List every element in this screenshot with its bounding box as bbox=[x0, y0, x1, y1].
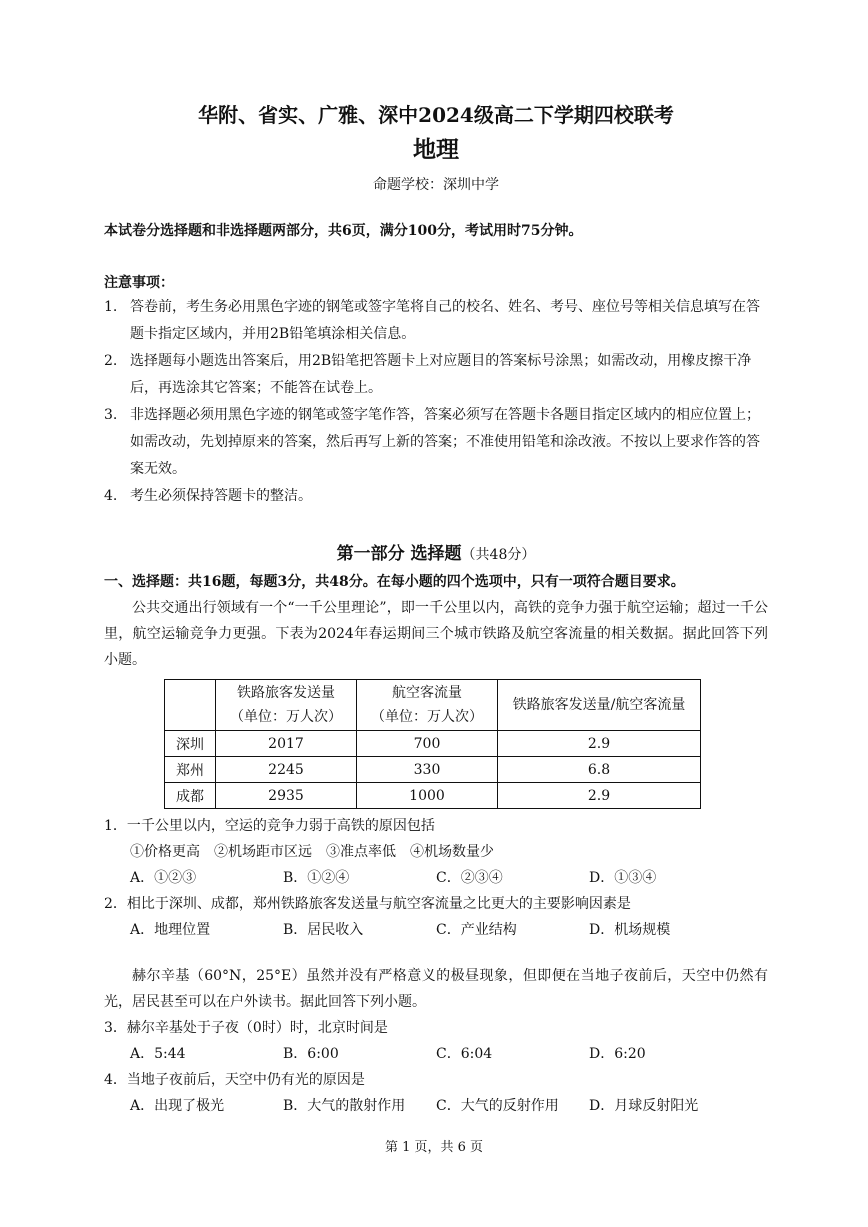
option-c: C．②③④ bbox=[436, 870, 503, 886]
option-d: D．6:20 bbox=[589, 1046, 646, 1062]
option-c: C．大气的反射作用 bbox=[436, 1098, 559, 1114]
question-3-options bbox=[104, 1041, 768, 1067]
part-score: （共48分） bbox=[461, 547, 536, 563]
option-b: B．①②④ bbox=[283, 870, 350, 886]
air-cell: 330 bbox=[357, 757, 498, 783]
note-text: 选择题每小题选出答案后，用2B铅笔把答题卡上对应题目的答案标号涂黑；如需改动，用橡皮擦干净后，再选涂其它答案；不能答在试卷上。 bbox=[130, 353, 752, 396]
table-row bbox=[165, 731, 701, 757]
option-a: A．①②③ bbox=[130, 870, 197, 886]
question-1-stem: 1．一千公里以内，空运的竞争力弱于高铁的原因包括 bbox=[104, 818, 435, 834]
air-cell: 1000 bbox=[357, 783, 498, 809]
table-header-cell: 铁路旅客发送量/航空客流量 bbox=[498, 680, 701, 731]
exam-title: 华附、省实、广雅、深中2024级高二下学期四校联考 bbox=[198, 103, 674, 127]
option-b: B．居民收入 bbox=[283, 922, 364, 938]
question-3-stem: 3．赫尔辛基处于子夜（0时）时，北京时间是 bbox=[104, 1020, 388, 1036]
header-line: 铁路旅客发送量 bbox=[237, 685, 335, 701]
note-item bbox=[104, 483, 768, 510]
notes-title: 注意事项： bbox=[104, 275, 174, 291]
question-1-items: ①价格更高 ②机场距市区远 ③准点率低 ④机场数量少 bbox=[130, 844, 494, 860]
exam-school: 命题学校：深圳中学 bbox=[373, 177, 499, 193]
data-table bbox=[164, 679, 701, 809]
option-b: B．大气的散射作用 bbox=[283, 1098, 406, 1114]
header-line: （单位：万人次） bbox=[230, 709, 342, 725]
note-item bbox=[104, 294, 768, 348]
option-b: B．6:00 bbox=[283, 1046, 339, 1062]
table-row bbox=[165, 757, 701, 783]
part-title: 第一部分 选择题 bbox=[336, 544, 462, 564]
city-cell: 郑州 bbox=[165, 757, 216, 783]
table-header-row bbox=[165, 680, 701, 731]
option-c: C．6:04 bbox=[436, 1046, 493, 1062]
option-a: A．出现了极光 bbox=[130, 1098, 225, 1114]
exam-intro: 本试卷分选择题和非选择题两部分，共6页，满分100分，考试用时75分钟。 bbox=[104, 223, 583, 239]
header-line: （单位：万人次） bbox=[371, 709, 483, 725]
table-header-cell bbox=[216, 680, 357, 731]
note-text: 非选择题必须用黑色字迹的钢笔或签字笔作答，答案必须写在答题卡各题目指定区域内的相应位置上；如需改动，先划掉原来的答案，然后再写上新的答案；不准使用铅笔和涂改液。不按以上要求作答的答案无效。 bbox=[130, 407, 760, 477]
header-line: 航空客流量 bbox=[392, 685, 462, 701]
table-header-cell bbox=[357, 680, 498, 731]
question-4-stem: 4．当地子夜前后，天空中仍有光的原因是 bbox=[104, 1072, 365, 1088]
note-number: 4. bbox=[104, 488, 118, 504]
rail-cell: 2017 bbox=[216, 731, 357, 757]
part-heading bbox=[104, 540, 768, 569]
section-heading: 一、选择题：共16题，每题3分，共48分。在每小题的四个选项中，只有一项符合题目要求。 bbox=[104, 574, 685, 590]
note-text: 答卷前，考生务必用黑色字迹的钢笔或签字笔将自己的校名、姓名、考号、座位号等相关信息填写在答题卡指定区域内，并用2B铅笔填涂相关信息。 bbox=[130, 299, 760, 342]
note-number: 1. bbox=[104, 299, 118, 315]
note-item bbox=[104, 348, 768, 402]
air-cell: 700 bbox=[357, 731, 498, 757]
passage-2: 赫尔辛基（60°N，25°E）虽然并没有严格意义的极昼现象，但即便在当地子夜前后，天空中仍然有光，居民甚至可以在户外读书。据此回答下列小题。 bbox=[104, 968, 768, 1010]
note-item bbox=[104, 402, 768, 483]
passage-1: 公共交通出行领域有一个“一千公里理论”，即一千公里以内，高铁的竞争力强于航空运输；超过一千公里，航空运输竞争力更强。下表为2024年春运期间三个城市铁路及航空客流量的相关数据。据此回答下列小题。 bbox=[104, 600, 768, 668]
note-number: 2. bbox=[104, 353, 118, 369]
rail-cell: 2245 bbox=[216, 757, 357, 783]
question-4-options bbox=[104, 1093, 768, 1119]
question-1-options bbox=[104, 865, 768, 891]
option-a: A．5:44 bbox=[130, 1046, 186, 1062]
option-d: D．月球反射阳光 bbox=[589, 1098, 699, 1114]
note-text: 考生必须保持答题卡的整洁。 bbox=[130, 488, 312, 504]
city-cell: 深圳 bbox=[165, 731, 216, 757]
table-row bbox=[165, 783, 701, 809]
option-a: A．地理位置 bbox=[130, 922, 211, 938]
city-cell: 成都 bbox=[165, 783, 216, 809]
note-number: 3. bbox=[104, 407, 118, 423]
option-c: C．产业结构 bbox=[436, 922, 517, 938]
question-2-options bbox=[104, 917, 768, 943]
spacer bbox=[104, 943, 768, 963]
ratio-cell: 2.9 bbox=[498, 783, 701, 809]
exam-subject: 地理 bbox=[413, 136, 459, 163]
ratio-cell: 2.9 bbox=[498, 731, 701, 757]
page-footer: 第 1 页，共 6 页 bbox=[384, 1140, 484, 1155]
option-d: D．机场规模 bbox=[589, 922, 671, 938]
rail-cell: 2935 bbox=[216, 783, 357, 809]
table-header-cell bbox=[165, 680, 216, 731]
question-2-stem: 2．相比于深圳、成都，郑州铁路旅客发送量与航空客流量之比更大的主要影响因素是 bbox=[104, 896, 631, 912]
option-d: D．①③④ bbox=[589, 870, 657, 886]
ratio-cell: 6.8 bbox=[498, 757, 701, 783]
